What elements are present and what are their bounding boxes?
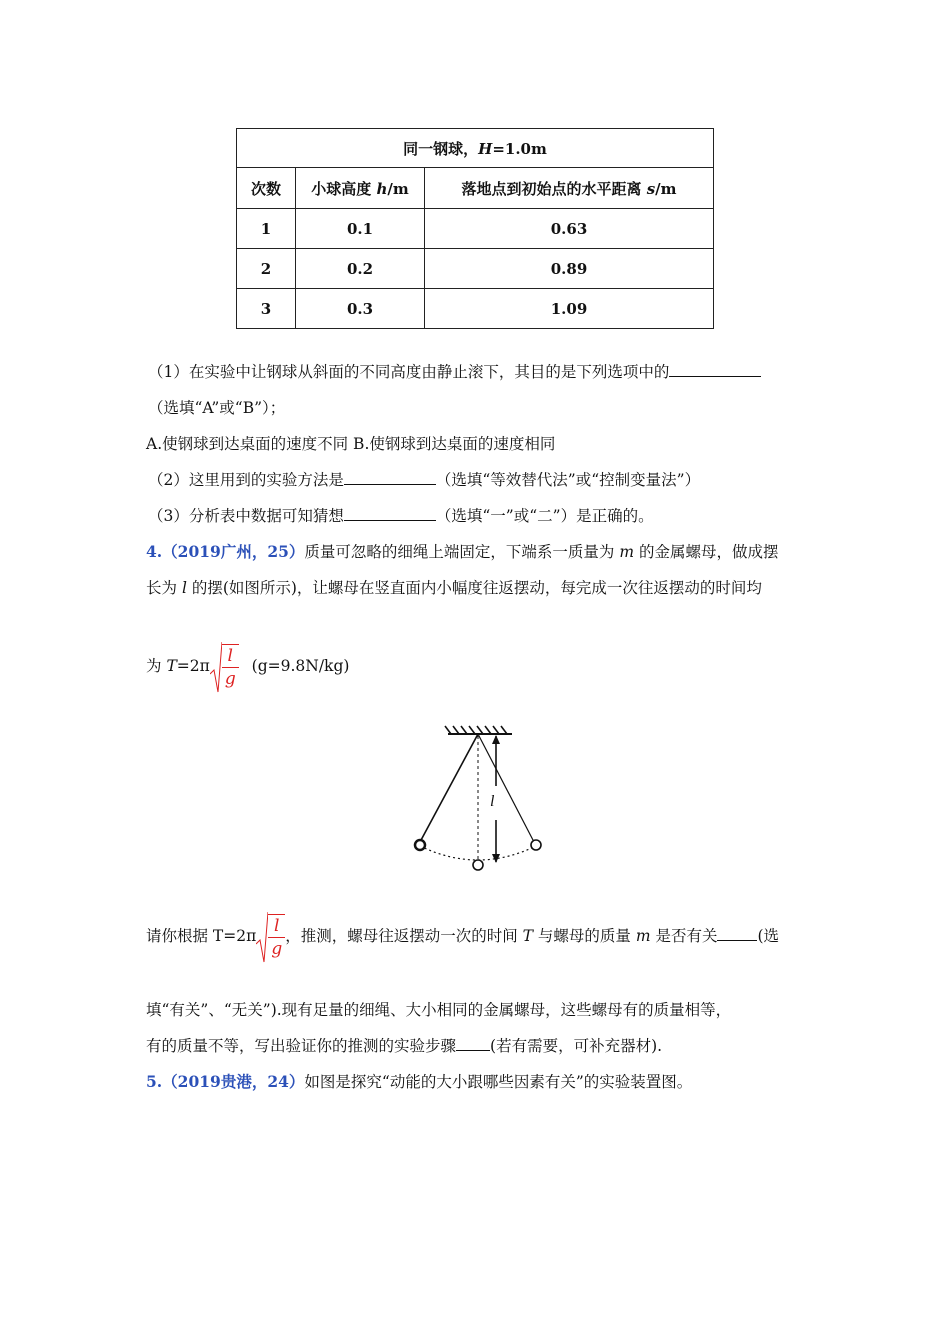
table-row <box>237 289 714 329</box>
period-formula: 为 T=2π $\frac{l}{g}$ (g=9.8N/kg) <box>146 640 349 694</box>
p4-question-line: 请你根据 T=2π $\frac{l}{g}$ ，推测，螺母往返摆动一次的时间 T 与螺母的质量 m 是否有关 (选 <box>146 910 779 964</box>
q1-line1: （1）在实验中让钢球从斜面的不同高度由静止滚下，其目的是下列选项中的 <box>148 362 761 382</box>
p4-line5: 填“有关”、“无关”).现有足量的细绳、大小相同的金属螺母，这些螺母有的质量相等， <box>146 1001 732 1019</box>
sqrt-symbol: $\frac{l}{g}$ <box>210 640 239 694</box>
q2-line: （2）这里用到的实验方法是 （选填“等效替代法”或“控制变量法”） <box>148 471 701 489</box>
cell-distance: 0.89 <box>425 249 714 289</box>
cell-trial: 2 <box>237 249 296 289</box>
cell-trial: 1 <box>237 209 296 249</box>
q1-line2: （选填“A”或“B”）； <box>148 399 286 417</box>
answer-blank-4b[interactable] <box>456 1036 490 1051</box>
cell-height: 0.1 <box>296 209 425 249</box>
table-header-row <box>237 168 714 209</box>
answer-blank-q1[interactable] <box>669 362 761 377</box>
cell-distance: 1.09 <box>425 289 714 329</box>
p4-line1: 4.（2019广州，25）质量可忽略的细绳上端固定，下端系一质量为 m 的金属螺母，做成摆 <box>146 542 779 561</box>
table-row <box>237 249 714 289</box>
col-header-height: 小球高度 h/m <box>296 168 425 209</box>
cell-height: 0.2 <box>296 249 425 289</box>
p4-line6: 有的质量不等，写出验证你的推测的实验步骤 (若有需要，可补充器材). <box>146 1037 663 1055</box>
problem-4-source: 4.（2019广州，25） <box>146 542 305 561</box>
p4-line2: 长为 l 的摆(如图所示)，让螺母在竖直面内小幅度往返摆动，每完成一次往返摆动的时间均 <box>146 579 762 597</box>
problem-5-source: 5.（2019贵港，24） <box>146 1072 305 1091</box>
col-header-distance: 落地点到初始点的水平距离 s/m <box>425 168 714 209</box>
col-header-trial: 次数 <box>237 168 296 209</box>
data-table <box>236 128 714 329</box>
answer-blank-q3[interactable] <box>344 506 436 521</box>
q3-line: （3）分析表中数据可知猜想 （选填“一”或“二”）是正确的。 <box>148 507 654 525</box>
pendulum-figure <box>402 724 548 876</box>
q1-options: A.使钢球到达桌面的速度不同 B.使钢球到达桌面的速度相同 <box>146 435 556 453</box>
sqrt-symbol: $\frac{l}{g}$ <box>256 910 285 964</box>
cell-distance: 0.63 <box>425 209 714 249</box>
p5-line: 5.（2019贵港，24）如图是探究“动能的大小跟哪些因素有关”的实验装置图。 <box>146 1072 693 1091</box>
cell-height: 0.3 <box>296 289 425 329</box>
answer-blank-q2[interactable] <box>344 470 436 485</box>
table-title: 同一钢球，H=1.0m <box>237 129 714 168</box>
table-title-row <box>237 129 714 168</box>
cell-trial: 3 <box>237 289 296 329</box>
table-row <box>237 209 714 249</box>
answer-blank-4a[interactable] <box>717 926 757 941</box>
length-label: l <box>490 793 495 810</box>
